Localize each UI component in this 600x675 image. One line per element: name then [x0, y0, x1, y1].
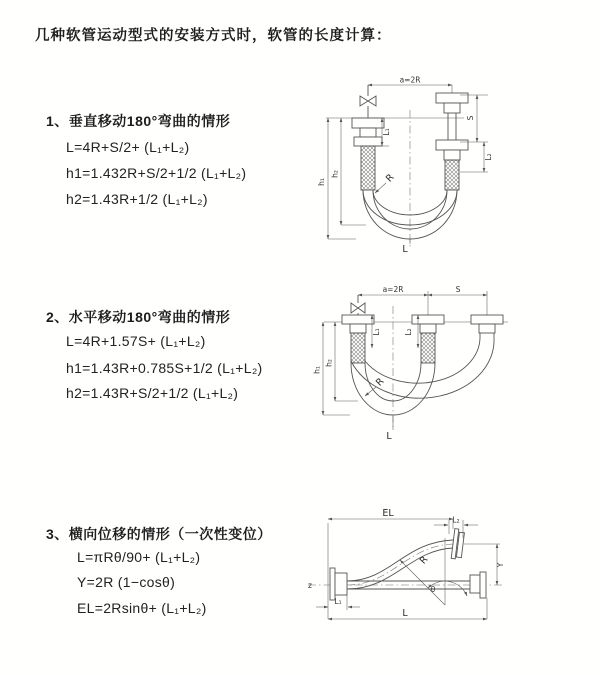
section1-formula-h2: h2=1.43R+1/2 (L₁+L₂): [66, 191, 208, 207]
dim-l-label: L: [402, 608, 408, 619]
dim-h2-label: h₂: [324, 359, 334, 367]
section2-formula-L: L=4R+1.57S+ (L₁+L₂): [66, 333, 206, 349]
length-label: L: [402, 244, 408, 255]
dim-h1-label: h₁: [312, 366, 322, 374]
section3-heading: 3、横向位移的情形（一次性变位）: [46, 526, 272, 542]
dim-l1-label: L₁: [334, 597, 342, 606]
valve-icon: [360, 85, 376, 118]
radius-label: R: [417, 554, 431, 567]
diagram-lateral-displacement: [300, 498, 600, 658]
dim-l1: [316, 593, 360, 610]
dim-s: [428, 285, 487, 315]
dim-l1-label: L₁: [372, 328, 381, 336]
diagram-horizontal-180-bend: [310, 278, 592, 458]
dim-l1-label: L₁: [382, 128, 391, 136]
dim-a-2r-label: a=2R: [399, 75, 421, 85]
left-flange: [330, 568, 347, 600]
right-fitting: [471, 315, 503, 338]
dim-s-label: S: [466, 115, 475, 121]
right-flange: [470, 572, 486, 598]
dim-l2-label: L₂: [452, 515, 460, 525]
dim-h1-label: h₁: [317, 178, 326, 186]
dim-s-label: S: [455, 285, 461, 294]
section3-formula-Y: Y=2R (1−cosθ): [77, 574, 176, 590]
length-label: L: [386, 431, 392, 442]
dim-a-2r-label: a=2R: [382, 285, 404, 294]
right-fitting: [436, 93, 468, 190]
length-callout: [386, 416, 393, 442]
section1-formula-h1: h1=1.432R+S/2+1/2 (L₁+L₂): [66, 165, 247, 181]
radius-label: R: [374, 376, 387, 389]
section1-formula-L: L=4R+S/2+ (L₁+L₂): [66, 139, 190, 155]
radius-label: R: [384, 172, 397, 185]
length-callout: [402, 239, 410, 255]
section1-heading: 1、垂直移动180°弯曲的情形: [46, 113, 231, 129]
dim-l2-label: L₂: [484, 153, 493, 161]
dim-el: [328, 508, 453, 529]
theta-label: θ: [430, 585, 436, 594]
section2-formula-h2: h2=1.43R+S/2+1/2 (L₁+L₂): [66, 385, 239, 401]
break-mark: z: [308, 581, 312, 590]
dim-h2-label: h₂: [330, 170, 340, 178]
middle-fitting: [412, 315, 444, 363]
dim-el-label: EL: [382, 508, 394, 519]
left-fitting: [342, 315, 374, 363]
page-title: 几种软管运动型式的安装方式时，软管的长度计算：: [35, 28, 392, 44]
radius-callout: [375, 172, 397, 193]
diagram-vertical-180-bend: [312, 72, 588, 262]
left-fitting: [352, 118, 384, 190]
dim-l2-label: L₂: [404, 328, 413, 336]
valve-icon: [351, 295, 365, 315]
section3-formula-EL: EL=2Rsinθ+ (L₁+L₂): [77, 600, 207, 616]
section2-heading: 2、水平移动180°弯曲的情形: [46, 309, 231, 325]
section3-formula-L: L=πRθ/90+ (L₁+L₂): [77, 549, 201, 565]
dim-y-label: Y: [496, 562, 505, 568]
dim-a-2r: [358, 285, 428, 295]
section2-formula-h1: h1=1.43R+0.785S+1/2 (L₁+L₂): [66, 360, 263, 376]
dim-a-2r: [368, 76, 452, 94]
radius-callout: [400, 554, 445, 605]
